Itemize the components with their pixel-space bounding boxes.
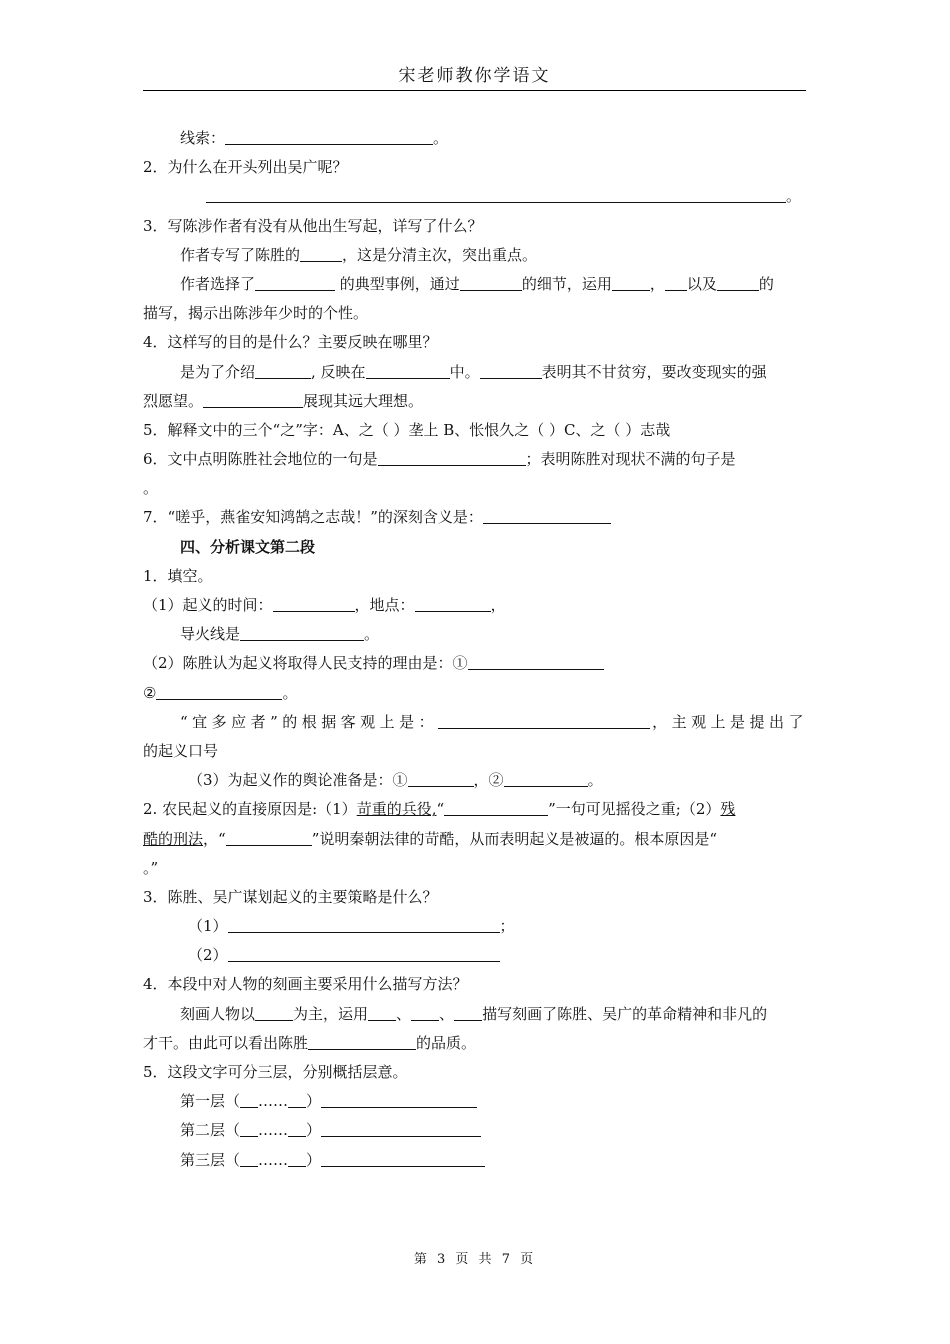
question-3-answer-2: 作者选择了 的典型事例，通过 的细节，运用 ， 以及 的	[180, 274, 774, 293]
answer-blank[interactable]	[206, 187, 786, 203]
answer-blank[interactable]	[368, 1005, 396, 1021]
answer-blank[interactable]	[308, 1034, 416, 1050]
s4-question-1-2-basis: “宜多应者”的根据客观上是： ，主观上是提出了	[180, 712, 806, 731]
answer-blank[interactable]	[321, 1092, 477, 1108]
question-5: 5．解释文中的三个“之”字：A、之（ ）垄上 B、怅恨久之（ ）C、之（ ）志哉	[143, 420, 671, 439]
answer-blank[interactable]	[203, 392, 303, 408]
question-2-answer-line: 。	[143, 182, 806, 211]
question-4: 4．这样写的目的是什么？主要反映在哪里？	[143, 333, 438, 352]
answer-blank[interactable]	[240, 1092, 258, 1108]
question-3-answer-2-cont: 描写，揭示出陈涉年少时的个性。	[143, 304, 369, 323]
layer-1: 第一层（ …… ）	[143, 1087, 806, 1116]
page-header: 宋老师教你学语文	[143, 64, 806, 91]
answer-blank[interactable]	[226, 830, 312, 846]
answer-blank[interactable]	[255, 363, 311, 379]
s4-question-1-2-cont: ② 。	[143, 683, 298, 702]
answer-blank[interactable]	[156, 684, 282, 700]
answer-blank[interactable]	[321, 1121, 481, 1137]
clue-label: 线索：	[180, 129, 226, 147]
s4-question-4: 4．本段中对人物的刻画主要采用什么描写方法？	[143, 975, 468, 994]
answer-blank[interactable]	[273, 596, 355, 612]
s4-question-1-1: （1）起义的时间： ，地点： ，	[143, 596, 506, 614]
answer-blank[interactable]	[378, 450, 526, 466]
s4-question-3-1: （1） ；	[188, 917, 515, 936]
section-title: 四、分析课文第二段	[180, 537, 316, 556]
clue-line: 线索： 。	[180, 129, 449, 147]
answer-blank[interactable]	[717, 275, 759, 291]
answer-blank[interactable]	[255, 1005, 293, 1021]
s4-question-1-2-slogan: 的起义口号	[143, 741, 219, 760]
answer-blank[interactable]	[240, 625, 364, 641]
s4-question-5: 5．这段文字可分三层，分别概括层意。	[143, 1063, 408, 1081]
answer-blank[interactable]	[454, 1005, 482, 1021]
answer-blank[interactable]	[366, 363, 450, 379]
page-footer: 第 3 页 共 7 页	[413, 1252, 537, 1267]
answer-blank[interactable]	[228, 946, 500, 962]
answer-blank[interactable]	[225, 129, 433, 145]
answer-blank[interactable]	[240, 1151, 258, 1167]
answer-blank[interactable]	[483, 508, 611, 524]
s4-question-1: 1．填空。	[143, 566, 213, 585]
s4-question-1-3: （3）为起义作的舆论准备是：① ，② 。	[188, 771, 603, 790]
s4-question-2-cont: 酷的刑法，“ ”说明秦朝法律的苛酷，从而表明起义是被逼的。根本原因是“	[143, 829, 718, 848]
answer-blank[interactable]	[288, 1121, 306, 1137]
answer-blank[interactable]	[438, 713, 650, 729]
question-3-answer-1: 作者专写了陈胜的 ，这是分清主次，突出重点。	[180, 245, 538, 264]
answer-blank[interactable]	[411, 1005, 439, 1021]
layer-3: 第三层（ …… ）	[143, 1146, 806, 1175]
answer-blank[interactable]	[480, 363, 542, 379]
answer-blank[interactable]	[321, 1151, 485, 1167]
answer-blank[interactable]	[408, 771, 474, 787]
s4-question-4-answer-2: 才干。由此可以看出陈胜 的品质。	[143, 1033, 477, 1052]
question-6-cont: 。	[143, 479, 159, 498]
question-7: 7．“嗟乎，燕雀安知鸿鹄之志哉！”的深刻含义是：	[143, 503, 806, 532]
s4-question-1-1-cont: 导火线是 。	[180, 625, 380, 644]
answer-blank[interactable]	[300, 246, 342, 262]
answer-blank[interactable]	[460, 275, 522, 291]
answer-blank[interactable]	[612, 275, 650, 291]
s4-question-4-answer-1: 刻画人物以 为主，运用 、 、 描写刻画了陈胜、吴广的革命精神和非凡的	[180, 1004, 768, 1023]
question-2: 2．为什么在开头列出吴广呢？	[143, 158, 348, 177]
s4-question-3-2: （2）	[143, 941, 806, 970]
question-6: 6．文中点明陈胜社会地位的一句是 ；表明陈胜对现状不满的句子是	[143, 450, 736, 469]
s4-question-3: 3．陈胜、吴广谋划起义的主要策略是什么？	[143, 887, 438, 906]
document-body	[143, 124, 806, 1175]
s4-question-1-2: （2）陈胜认为起义将取得人民支持的理由是：①	[143, 649, 806, 678]
answer-blank[interactable]	[468, 654, 604, 670]
answer-blank[interactable]	[444, 800, 548, 816]
answer-blank[interactable]	[255, 275, 335, 291]
answer-blank[interactable]	[415, 596, 491, 612]
question-3: 3．写陈涉作者有没有从他出生写起，详写了什么？	[143, 216, 483, 235]
question-4-answer-2: 烈愿望。 展现其远大理想。	[143, 391, 424, 410]
s4-question-2-end: 。”	[143, 858, 159, 877]
answer-blank[interactable]	[288, 1151, 306, 1167]
answer-blank[interactable]	[504, 771, 588, 787]
question-4-answer-1: 是为了介绍 , 反映在 中。 表明其不甘贫穷，要改变现实的强	[180, 362, 767, 381]
answer-blank[interactable]	[665, 275, 687, 291]
answer-blank[interactable]	[240, 1121, 258, 1137]
answer-blank[interactable]	[228, 917, 500, 933]
s4-question-2: 2. 农民起义的直接原因是:（1）苛重的兵役,“ ”一句可见摇役之重;（2）残	[143, 800, 736, 819]
answer-blank[interactable]	[288, 1092, 306, 1108]
layer-2: 第二层（ …… ）	[143, 1116, 806, 1145]
